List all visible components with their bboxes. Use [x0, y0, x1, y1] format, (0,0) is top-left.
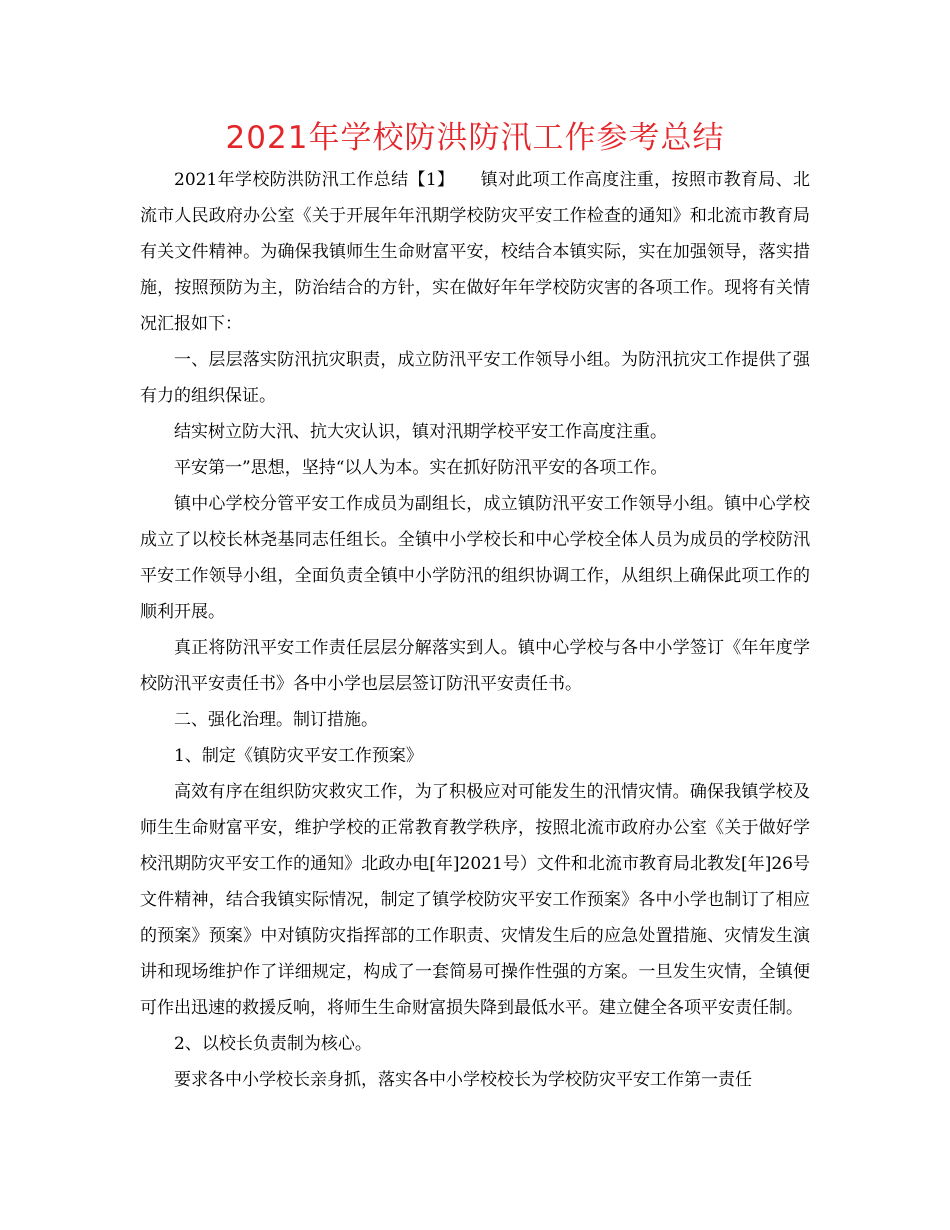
document-title: 2021年学校防洪防汛工作参考总结: [225, 120, 725, 156]
paragraph-item-1: 1、制定《镇防灾平安工作预案》: [174, 746, 423, 766]
paragraph-plan: 高效有序在组织防灾救灾工作，为了积极应对可能发生的汛情灾情。确保我镇学校及师生生命财富平安，维护学校的正常教育教学秩序，按照北流市政府办公室《关于做好学校汛期防灾平安工作的通知》北政办电[年]2021号）文件和北流市教育局北教发[年]26号文件精神，结合我镇实际情况，制定了镇学校防灾平安工作预案》各中小学也制订了相应的预案》预案》中对镇防灾指挥部的工作职责、灾情发生后的应急处置措施、灾情发生演讲和现场维护作了详细规定，构成了一套简易可操作性强的方案。一旦发生灾情，全镇便可作出迅速的救援反响，将师生生命财富损失降到最低水平。建立健全各项平安责任制。: [140, 782, 810, 1018]
paragraph-safety-first: 平安第一”思想，坚持“以人为本。实在抓好防汛平安的各项工作。: [174, 458, 668, 478]
document-body: [140, 162, 810, 1098]
paragraph-item-2: 2、以校长负责制为核心。: [174, 1034, 372, 1054]
paragraph-section-2: 二、强化治理。制订措施。: [174, 710, 378, 730]
paragraph-leadership-group: 镇中心学校分管平安工作成员为副组长，成立镇防汛平安工作领导小组。镇中心学校成立了以校长林尧基同志任组长。全镇中小学校长和中心学校全体人员为成员的学校防汛平安工作领导小组，全面负责全镇中小学防汛的组织协调工作，从组织上确保此项工作的顺利开展。: [140, 494, 810, 622]
paragraph-intro: 2021年学校防洪防汛工作总结【1】 镇对此项工作高度注重，按照市教育局、北流市人民政府办公室《关于开展年年汛期学校防灾平安工作检查的通知》和北流市教育局有关文件精神。为确保我镇师生生命财富平安，校结合本镇实际，实在加强领导，落实措施，按照预防为主，防治结合的方针，实在做好年年学校防灾害的各项工作。现将有关情况汇报如下：: [140, 170, 810, 334]
paragraph-awareness: 结实树立防大汛、抗大灾认识，镇对汛期学校平安工作高度注重。: [174, 422, 667, 442]
paragraph-principal: 要求各中小学校长亲身抓，落实各中小学校校长为学校防灾平安工作第一责任: [174, 1070, 752, 1090]
paragraph-responsibility: 真正将防汛平安工作责任层层分解落实到人。镇中心学校与各中小学签订《年年度学校防汛平安责任书》各中小学也层层签订防汛平安责任书。: [140, 638, 810, 694]
paragraph-section-1: 一、层层落实防汛抗灾职责，成立防汛平安工作领导小组。为防汛抗灾工作提供了强有力的组织保证。: [140, 350, 810, 406]
